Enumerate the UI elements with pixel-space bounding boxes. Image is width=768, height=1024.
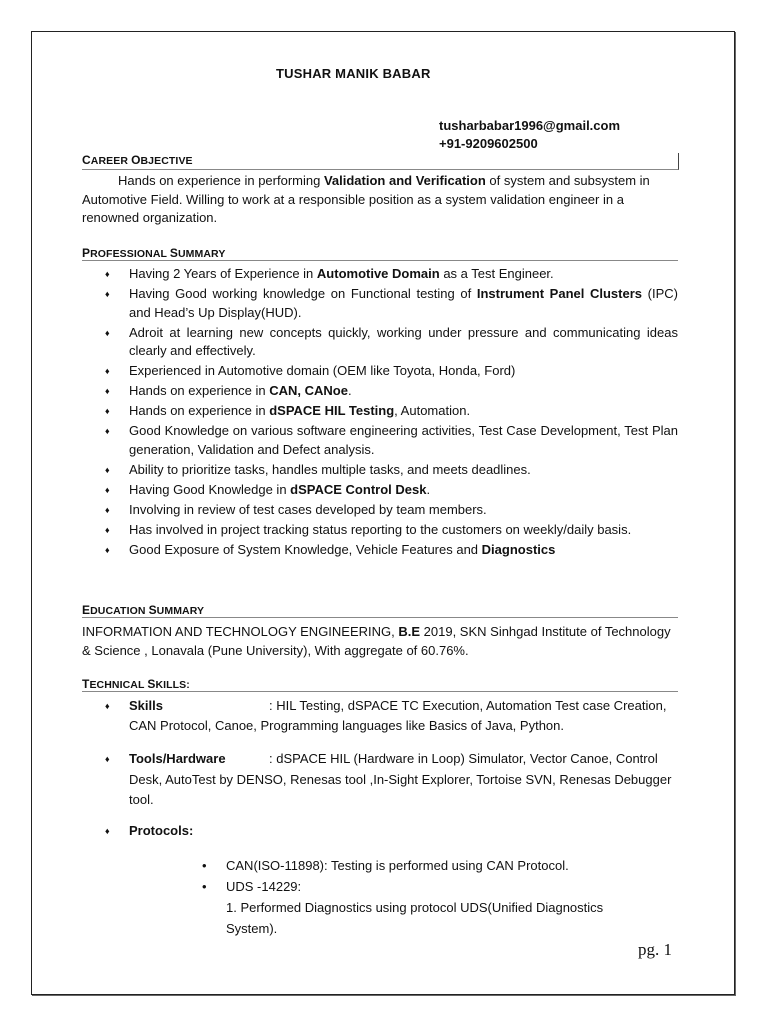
protocols-list — [202, 855, 646, 939]
list-item: ♦ Hands on experience in CAN, CANoe. — [82, 382, 678, 401]
list-item: • CAN(ISO-11898): Testing is performed using CAN Protocol. — [226, 855, 646, 876]
list-item: ♦ Having Good Knowledge in dSPACE Control Desk. — [82, 481, 678, 500]
tools-item — [82, 749, 678, 812]
list-item: ♦ Adroit at learning new concepts quickly, working under pressure and communicating ideas clearly and effectively. — [105, 324, 678, 358]
bullet-diamond-icon: ♦ — [105, 289, 110, 299]
bullet-diamond-icon: ♦ — [105, 406, 110, 416]
skills-item — [82, 696, 678, 738]
bullet-diamond-icon: ♦ — [105, 701, 110, 711]
bullet-diamond-icon: ♦ — [105, 327, 110, 338]
list-item: ♦ Tools/Hardware : dSPACE HIL (Hardware in Loop) Simulator, Vector Canoe, Control Desk, AutoTest by DENSO, Renesas tool ,In-Sight Explorer, Tortoise SVN, Renesas Debugger tool. — [105, 751, 672, 807]
education-text: INFORMATION AND TECHNOLOGY ENGINEERING, B.E 2019, SKN Sinhgad Institute of Technology & Science , Lonavala (Pune University), With aggregate of 60.76%. — [82, 624, 671, 658]
bullet-diamond-icon: ♦ — [105, 524, 110, 535]
bullet-dot-icon: • — [202, 858, 207, 873]
bullet-diamond-icon: ♦ — [105, 544, 110, 555]
protocols-label: Protocols: — [129, 823, 194, 838]
bullet-diamond-icon: ♦ — [105, 464, 110, 475]
bullet-diamond-icon: ♦ — [105, 484, 110, 495]
bullet-diamond-icon: ♦ — [105, 386, 110, 396]
professional-summary-heading: PROFESSIONAL SUMMARY — [82, 246, 678, 261]
list-item: ♦ Skills : HIL Testing, dSPACE TC Execution, Automation Test case Creation, CAN Protocol, Canoe, Programming languages like Basics of Java, Python. — [105, 698, 667, 733]
bullet-diamond-icon: ♦ — [105, 504, 110, 515]
list-item: ♦ Good Knowledge on various software engineering activities, Test Case Development, Test Plan generation, Validation and Defect analysis. — [105, 423, 678, 457]
bullet-diamond-icon: ♦ — [105, 366, 110, 376]
page-number: pg. 1 — [638, 940, 672, 959]
tools-label: Tools/Hardware — [129, 751, 226, 766]
candidate-name: TUSHAR MANIK BABAR — [276, 66, 431, 81]
list-item: ♦ Having Good working knowledge on Functional testing of Instrument Panel Clusters (IPC) and Head’s Up Display(HUD). — [105, 286, 678, 320]
career-objective-heading: CAREER OBJECTIVE — [82, 153, 679, 170]
list-item: • UDS -14229: — [226, 876, 646, 897]
list-item: ♦ Good Exposure of System Knowledge, Vehicle Features and Diagnostics — [82, 541, 678, 560]
education-summary-heading: EDUCATION SUMMARY — [82, 603, 678, 618]
bullet-diamond-icon: ♦ — [105, 269, 110, 279]
career-objective-text: Hands on experience in performing Validation and Verification of system and subsystem in Automotive Field. Willing to work at a responsible position as a system validation engineer in a renowned organization. — [82, 173, 650, 225]
skills-label: Skills — [129, 698, 163, 713]
list-item: ♦ Hands on experience in dSPACE HIL Testing, Automation. — [82, 402, 678, 421]
list-item — [82, 822, 678, 841]
list-item: ♦ Experienced in Automotive domain (OEM like Toyota, Honda, Ford) — [82, 362, 678, 381]
bullet-dot-icon: • — [202, 879, 207, 894]
list-item-detail: 1. Performed Diagnostics using protocol UDS(Unified Diagnostics System). — [226, 900, 604, 936]
bullet-diamond-icon: ♦ — [105, 754, 110, 764]
email-address: tusharbabar1996@gmail.com — [439, 118, 621, 133]
bullet-diamond-icon: ♦ — [105, 426, 110, 436]
list-item: ♦ Ability to prioritize tasks, handles multiple tasks, and meets deadlines. — [82, 461, 678, 480]
bullet-diamond-icon: ♦ — [105, 826, 110, 836]
list-item: ♦ Has involved in project tracking status reporting to the customers on weekly/daily basis. — [82, 521, 678, 540]
list-item: ♦ Involving in review of test cases developed by team members. — [82, 501, 678, 520]
professional-summary-list — [82, 265, 678, 561]
list-item: ♦ Having 2 Years of Experience in Automotive Domain as a Test Engineer. — [82, 265, 678, 284]
technical-skills-heading: TECHNICAL SKILLS: — [82, 677, 678, 692]
phone-number: +91-9209602500 — [439, 136, 538, 151]
protocols-item — [82, 822, 678, 842]
